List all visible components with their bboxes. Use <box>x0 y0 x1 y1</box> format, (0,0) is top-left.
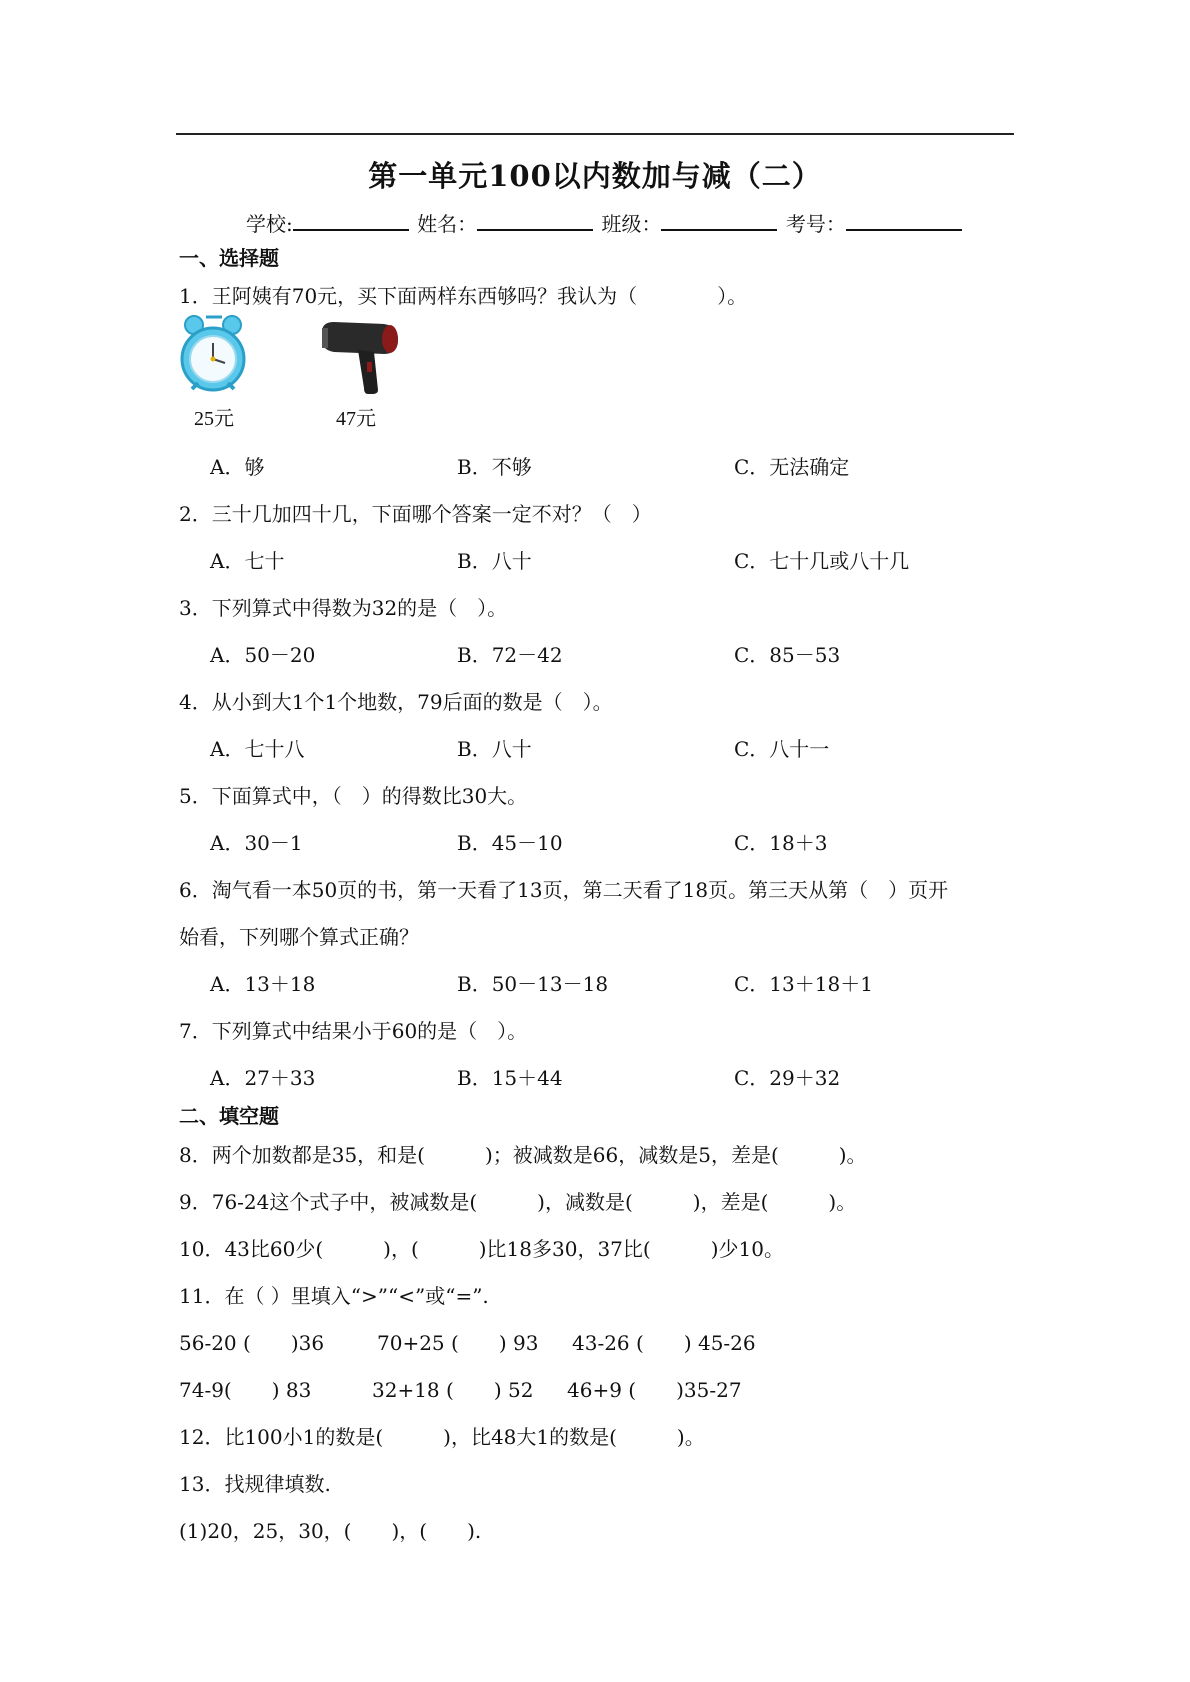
student-info <box>246 208 964 237</box>
hair-dryer-icon <box>318 318 400 396</box>
section-choice-heading: 一、选择题 <box>179 246 279 270</box>
compare-item: 32+18 ( ) 52 <box>372 1378 534 1402</box>
question-12: 12．比100小1的数是( )，比48大1的数是( )。 <box>179 1425 705 1449</box>
clock-price: 25元 <box>194 408 234 430</box>
question-7: 7．下列算式中结果小于60的是（ ）。 <box>179 1019 528 1043</box>
q4-options <box>210 733 1110 759</box>
school-label: 学校: <box>246 212 293 236</box>
question-4: 4．从小到大1个1个地数，79后面的数是（ ）。 <box>179 690 613 714</box>
q3-options <box>210 639 1110 665</box>
question-11: 11．在（ ）里填入“>”“<”或“=”. <box>179 1284 489 1308</box>
question-3: 3．下列算式中得数为32的是（ ）。 <box>179 596 508 620</box>
name-blank[interactable] <box>477 211 593 231</box>
header-rule <box>176 133 1014 135</box>
alarm-clock-icon <box>180 313 248 399</box>
compare-item: 70+25 ( ) 93 <box>377 1331 539 1355</box>
q7-options <box>210 1062 1110 1088</box>
option-b[interactable]: B．72－42 <box>457 643 563 667</box>
question-13-part-1: (1)20，25，30，( )，( ). <box>179 1519 482 1543</box>
option-c[interactable]: C．八十一 <box>734 737 830 761</box>
compare-item: 46+9 ( )35-27 <box>567 1378 742 1402</box>
question-8: 8．两个加数都是35，和是( )；被减数是66，减数是5，差是( )。 <box>179 1143 867 1167</box>
option-a[interactable]: A．13＋18 <box>210 972 316 996</box>
option-c[interactable]: C．85－53 <box>734 643 841 667</box>
q11-row-1 <box>179 1327 879 1353</box>
question-10: 10．43比60少( )，( )比18多30，37比( )少10。 <box>179 1237 784 1261</box>
question-9: 9．76-24这个式子中，被减数是( )，减数是( )，差是( )。 <box>179 1190 857 1214</box>
question-13: 13．找规律填数. <box>179 1472 331 1496</box>
compare-item: 74-9( ) 83 <box>179 1378 312 1402</box>
option-a[interactable]: A．50－20 <box>210 643 316 667</box>
section-fill-heading: 二、填空题 <box>179 1104 279 1128</box>
q6-options <box>210 968 1110 994</box>
option-a[interactable]: A．七十 <box>210 549 285 573</box>
question-5: 5．下面算式中，（ ）的得数比30大。 <box>179 784 528 808</box>
option-c[interactable]: C．无法确定 <box>734 455 850 479</box>
option-b[interactable]: B．50－13－18 <box>457 972 609 996</box>
option-b[interactable]: B．八十 <box>457 737 532 761</box>
option-c[interactable]: C．18＋3 <box>734 831 828 855</box>
question-1: 1．王阿姨有70元，买下面两样东西够吗？我认为（ ）。 <box>179 284 748 308</box>
option-b[interactable]: B．不够 <box>457 455 532 479</box>
class-blank[interactable] <box>661 211 777 231</box>
option-a[interactable]: A．27＋33 <box>210 1066 316 1090</box>
question-2: 2．三十几加四十几，下面哪个答案一定不对？（ ） <box>179 502 652 526</box>
exam-no-blank[interactable] <box>846 211 962 231</box>
compare-item: 56-20 ( )36 <box>179 1331 325 1355</box>
school-blank[interactable] <box>293 211 409 231</box>
dryer-price: 47元 <box>336 408 376 430</box>
option-b[interactable]: B．15＋44 <box>457 1066 563 1090</box>
q11-row-2 <box>179 1374 879 1400</box>
option-c[interactable]: C．13＋18＋1 <box>734 972 873 996</box>
q2-options <box>210 545 1110 571</box>
name-label: 姓名： <box>417 212 478 236</box>
option-a[interactable]: A．30－1 <box>210 831 303 855</box>
class-label: 班级： <box>601 212 662 236</box>
option-a[interactable]: A．七十八 <box>210 737 305 761</box>
option-b[interactable]: B．八十 <box>457 549 532 573</box>
question-6: 6．淘气看一本50页的书，第一天看了13页，第二天看了18页。第三天从第（ ）页开 <box>179 878 949 902</box>
option-c[interactable]: C．29＋32 <box>734 1066 841 1090</box>
option-b[interactable]: B．45－10 <box>457 831 563 855</box>
compare-item: 43-26 ( ) 45-26 <box>572 1331 756 1355</box>
q1-options <box>210 451 1110 477</box>
option-c[interactable]: C．七十几或八十几 <box>734 549 910 573</box>
page-title: 第一单元100以内数加与减（二） <box>368 159 822 193</box>
option-a[interactable]: A．够 <box>210 455 265 479</box>
exam-no-label: 考号： <box>785 212 846 236</box>
q5-options <box>210 827 1110 853</box>
question-6-continued: 始看，下列哪个算式正确？ <box>179 925 419 949</box>
